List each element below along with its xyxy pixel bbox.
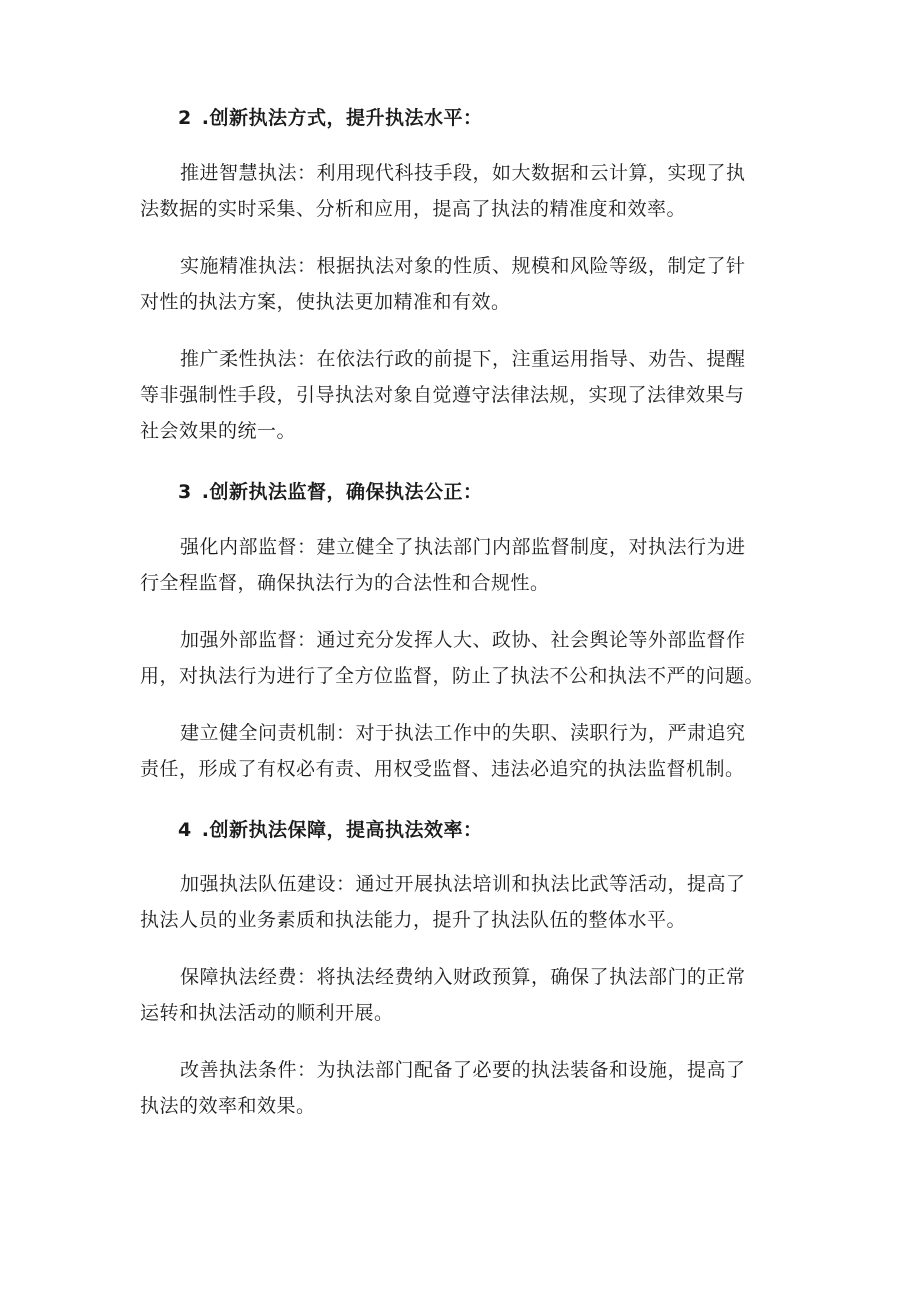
paragraph-line: 运转和执法活动的顺利开展。 [140,1002,394,1024]
section-heading-text: .创新执法方式，提升执法水平： [201,107,483,129]
section-heading-text: .创新执法保障，提高执法效率： [201,819,483,841]
paragraph [140,529,790,601]
paragraph [140,248,790,320]
paragraph-line: 对性的执法方案，使执法更加精准和有效。 [140,291,511,313]
paragraph-line: 法数据的实时采集、分析和应用，提高了执法的精准度和效率。 [140,198,687,220]
paragraph-line: 强化内部监督：建立健全了执法部门内部监督制度，对执法行为进 [180,536,746,558]
paragraph-line: 改善执法条件：为执法部门配备了必要的执法装备和设施，提高了 [180,1059,746,1081]
paragraph [140,715,790,787]
paragraph [140,866,790,938]
paragraph-line: 执法的效率和效果。 [140,1095,316,1117]
section-heading-text: .创新执法监督，确保执法公正： [201,481,483,503]
paragraph-line: 社会效果的统一。 [140,420,297,442]
paragraph-line: 等非强制性手段，引导执法对象自觉遵守法律法规，实现了法律效果与 [140,384,745,406]
paragraph [140,155,790,227]
paragraph-line: 责任，形成了有权必有责、用权受监督、违法必追究的执法监督机制。 [140,758,745,780]
paragraph [140,1052,790,1124]
paragraph-line: 推广柔性执法：在依法行政的前提下，注重运用指导、劝告、提醒 [180,348,746,370]
paragraph [140,959,790,1031]
paragraph-line: 执法人员的业务素质和执法能力，提升了执法队伍的整体水平。 [140,909,687,931]
section-number: 4 [178,819,192,841]
paragraph [140,341,790,449]
paragraph-line: 用，对执法行为进行了全方位监督，防止了执法不公和执法不严的问题。 [140,665,765,687]
section-number: 3 [178,481,192,503]
paragraph-line: 推进智慧执法：利用现代科技手段，如大数据和云计算，实现了执 [180,162,746,184]
paragraph-line: 行全程监督，确保执法行为的合法性和合规性。 [140,572,550,594]
paragraph-line: 保障执法经费：将执法经费纳入财政预算，确保了执法部门的正常 [180,966,746,988]
section-number: 2 [178,107,192,129]
section-heading-4 [178,812,778,848]
paragraph-line: 加强执法队伍建设：通过开展执法培训和执法比武等活动，提高了 [180,873,746,895]
paragraph-line: 加强外部监督：通过充分发挥人大、政协、社会舆论等外部监督作 [180,629,746,651]
section-heading-3 [178,474,778,510]
paragraph-line: 实施精准执法：根据执法对象的性质、规模和风险等级，制定了针 [180,255,746,277]
paragraph [140,622,790,694]
section-heading-2 [178,100,778,136]
paragraph-line: 建立健全问责机制：对于执法工作中的失职、渎职行为，严肃追究 [180,722,746,744]
